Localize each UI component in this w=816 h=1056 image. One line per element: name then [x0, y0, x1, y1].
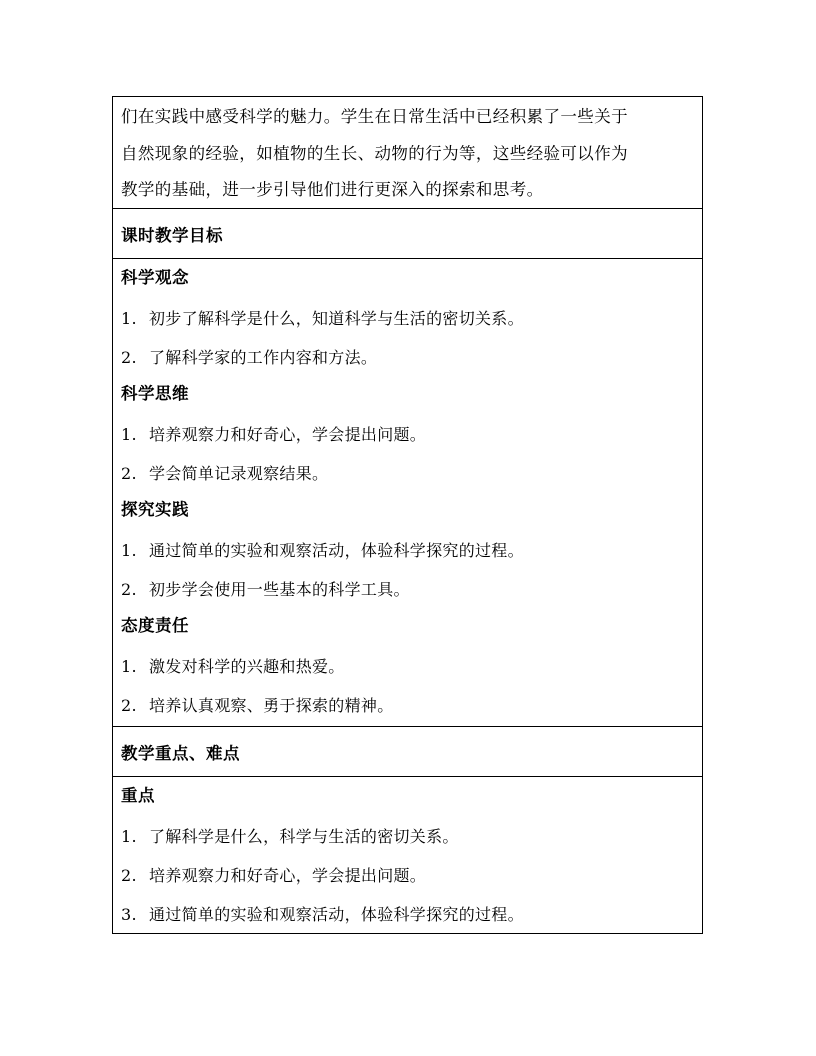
list-item	[121, 531, 702, 570]
objective-section-attitude	[121, 609, 702, 725]
item-number: 2.	[121, 348, 137, 367]
item-number: 2.	[121, 464, 137, 483]
item-text: 初步了解科学是什么，知道科学与生活的密切关系。	[149, 309, 524, 328]
intro-line: 们在实践中感受科学的魅力。学生在日常生活中已经积累了一些关于	[121, 107, 628, 126]
list-item	[121, 570, 702, 609]
item-text: 培养观察力和好奇心，学会提出问题。	[149, 425, 427, 444]
item-number: 1.	[121, 657, 137, 676]
list-item	[121, 686, 702, 725]
item-number: 1.	[121, 425, 137, 444]
item-text: 激发对科学的兴趣和热爱。	[149, 657, 345, 676]
item-number: 2.	[121, 866, 137, 885]
objective-section-science-concept	[121, 261, 702, 377]
key-points-cell	[113, 777, 702, 933]
item-number: 1.	[121, 541, 137, 560]
item-number: 3.	[121, 905, 137, 924]
item-text: 学会简单记录观察结果。	[149, 464, 329, 483]
item-text: 了解科学家的工作内容和方法。	[149, 348, 378, 367]
objectives-cell	[113, 259, 702, 727]
key-points-header-cell	[113, 727, 702, 777]
item-text: 通过简单的实验和观察活动，体验科学探究的过程。	[149, 541, 524, 560]
list-item	[121, 895, 702, 934]
item-text: 了解科学是什么，科学与生活的密切关系。	[149, 827, 459, 846]
list-item	[121, 817, 702, 856]
list-item	[121, 338, 702, 377]
objectives-header-cell	[113, 209, 702, 259]
section-heading: 科学思维	[121, 384, 189, 403]
objective-section-inquiry-practice	[121, 493, 702, 609]
item-text: 培养认真观察、勇于探索的精神。	[149, 696, 394, 715]
item-text: 初步学会使用一些基本的科学工具。	[149, 580, 410, 599]
section-heading: 科学观念	[121, 268, 189, 287]
lesson-plan-table	[112, 96, 703, 934]
section-heading: 重点	[121, 786, 155, 805]
list-item	[121, 454, 702, 493]
item-number: 1.	[121, 827, 137, 846]
list-item	[121, 647, 702, 686]
objectives-header: 课时教学目标	[121, 225, 223, 245]
item-number: 2.	[121, 580, 137, 599]
item-number: 2.	[121, 696, 137, 715]
key-points-header: 教学重点、难点	[121, 743, 240, 763]
item-number: 1.	[121, 309, 137, 328]
item-text: 通过简单的实验和观察活动，体验科学探究的过程。	[149, 905, 524, 924]
list-item	[121, 299, 702, 338]
intro-line: 教学的基础，进一步引导他们进行更深入的探索和思考。	[121, 180, 544, 199]
section-heading: 态度责任	[121, 616, 189, 635]
intro-cell	[113, 97, 702, 209]
item-text: 培养观察力和好奇心，学会提出问题。	[149, 866, 427, 885]
objective-section-science-thinking	[121, 377, 702, 493]
section-heading: 探究实践	[121, 500, 189, 519]
list-item	[121, 856, 702, 895]
intro-line: 自然现象的经验，如植物的生长、动物的行为等，这些经验可以作为	[121, 143, 628, 163]
list-item	[121, 415, 702, 454]
